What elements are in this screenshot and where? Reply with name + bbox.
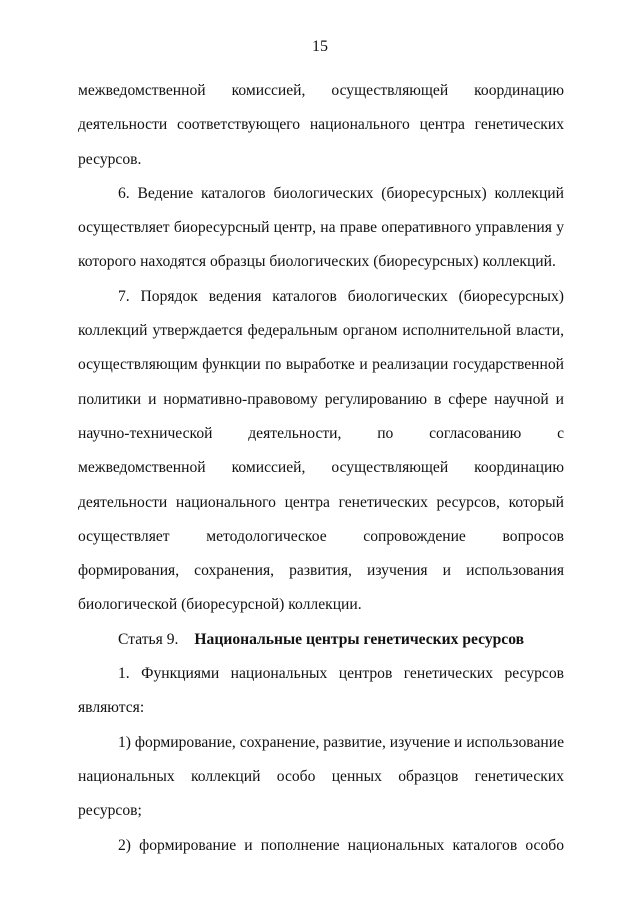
page-number: 15	[312, 38, 328, 55]
paragraph-6: 6. Ведение каталогов биологических (биоресурсных) коллекций осуществляет биоресурсный центр, на праве оперативного управления у которого находятся образцы биологических (биоресурсных) коллекций.	[78, 184, 564, 271]
article-number: Статья 9.	[118, 630, 179, 648]
document-body	[78, 74, 564, 863]
article-title: Национальные центры генетических ресурсов	[194, 630, 525, 648]
paragraph-7: 7. Порядок ведения каталогов биологических (биоресурсных) коллекций утверждается федеральным органом исполнительной власти, осуществляющим функции по выработке и реализации государственной политики и нормативно-правовому регулированию в сфере научной и научно-технической деятельности, по согласованию с межведомственной комиссией, осуществляющей координацию деятельности национального центра генетических ресурсов, который осуществляет методологическое сопровождение вопросов формирования, сохранения, развития, изучения и использования биологической (биоресурсной) коллекции.	[78, 287, 564, 614]
paragraph-continuation: межведомственной комиссией, осуществляющей координацию деятельности соответствующего национального центра генетических ресурсов.	[78, 82, 564, 168]
article-paragraph-1: 1. Функциями национальных центров генетических ресурсов являются:	[78, 665, 564, 717]
article-heading	[78, 623, 564, 657]
article-item-2: 2) формирование и пополнение национальных каталогов особо	[118, 836, 564, 854]
article-item-1: 1) формирование, сохранение, развитие, изучение и использование национальных коллекций особо ценных образцов генетических ресурсов;	[78, 733, 564, 820]
